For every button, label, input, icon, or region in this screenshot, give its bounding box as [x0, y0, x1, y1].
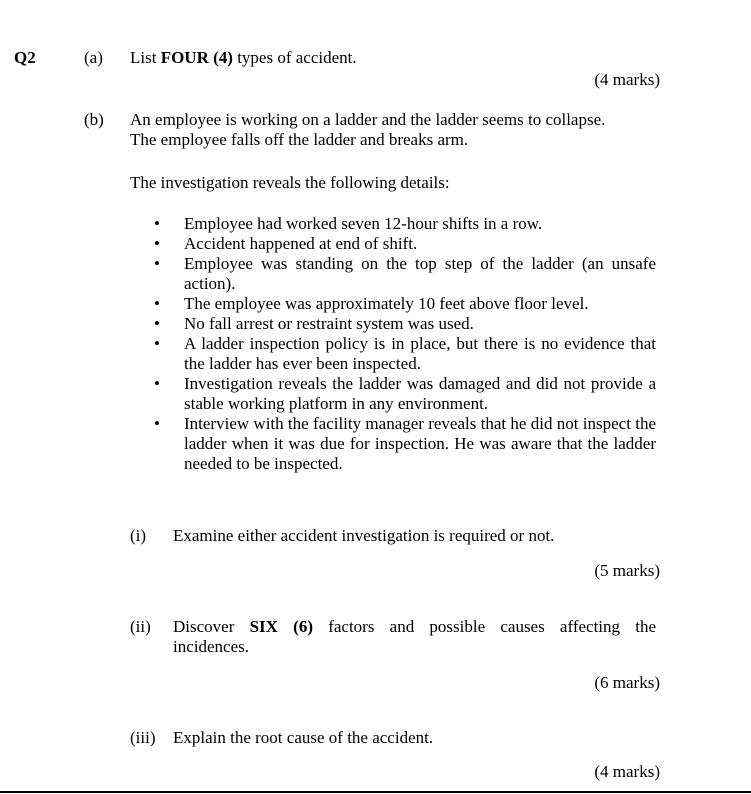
part-a-label: (a) [84, 48, 103, 67]
sub-question-ii-line2: incidences. [173, 637, 249, 656]
sub-question-ii-text-after: factors and possible causes affecting the [312, 617, 657, 636]
bullet-icon: • [154, 314, 160, 333]
part-a-text-bold: FOUR (4) [160, 48, 233, 67]
sub-question-ii-line1 [173, 617, 656, 637]
sub-question-i-text: Examine either accident investigation is required or not. [173, 526, 555, 545]
detail-text: Employee had worked seven 12-hour shifts in a row. [184, 214, 543, 233]
list-item [130, 254, 656, 294]
sub-question-ii-text-bold: SIX (6) [249, 617, 313, 636]
list-item [130, 334, 656, 374]
part-b-label: (b) [84, 110, 104, 129]
list-item [130, 374, 656, 414]
part-b-intro-line2: The employee falls off the ladder and breaks arm. [130, 130, 469, 149]
page-bottom-divider [0, 791, 751, 793]
bullet-icon: • [154, 294, 160, 313]
bullet-icon: • [154, 254, 160, 273]
part-a-text-before: List [130, 48, 161, 67]
sub-question-ii-text-before: Discover [173, 617, 250, 636]
list-item [130, 294, 656, 314]
detail-text: A ladder inspection policy is in place, but there is no evidence that the ladder has ever been inspected. [184, 334, 656, 373]
bullet-icon: • [154, 414, 160, 433]
detail-text: Accident happened at end of shift. [184, 234, 418, 253]
list-item [130, 234, 656, 254]
bullet-icon: • [154, 334, 160, 353]
part-a-text-after: types of accident. [232, 48, 357, 67]
investigation-details-list [130, 214, 656, 474]
sub-question-iii-label: (iii) [130, 728, 156, 747]
question-number: Q2 [14, 48, 36, 67]
sub-question-iii-marks: (4 marks) [594, 762, 660, 781]
sub-question-i-label: (i) [130, 526, 147, 545]
bullet-icon: • [154, 374, 160, 393]
part-b-intro-line1: An employee is working on a ladder and the ladder seems to collapse. [130, 110, 606, 129]
detail-text: The employee was approximately 10 feet above floor level. [184, 294, 589, 313]
list-item [130, 314, 656, 334]
sub-question-iii-text: Explain the root cause of the accident. [173, 728, 434, 747]
bullet-icon: • [154, 234, 160, 253]
list-item [130, 214, 656, 234]
part-a-marks: (4 marks) [594, 70, 660, 89]
investigation-intro: The investigation reveals the following details: [130, 173, 450, 192]
part-a-text [130, 48, 357, 68]
detail-text: No fall arrest or restraint system was used. [184, 314, 474, 333]
detail-text: Interview with the facility manager reveals that he did not inspect the ladder when it was due for inspection. He was aware that the ladder needed to be inspected. [184, 414, 656, 473]
detail-text: Employee was standing on the top step of the ladder (an unsafe action). [184, 254, 656, 293]
bullet-icon: • [154, 214, 160, 233]
list-item [130, 414, 656, 474]
part-b-intro [130, 110, 656, 150]
detail-text: Investigation reveals the ladder was damaged and did not provide a stable working platform in any environment. [184, 374, 656, 413]
sub-question-ii-text [173, 617, 656, 657]
sub-question-i-marks: (5 marks) [594, 561, 660, 580]
sub-question-ii-marks: (6 marks) [594, 673, 660, 692]
sub-question-ii-label: (ii) [130, 617, 151, 636]
